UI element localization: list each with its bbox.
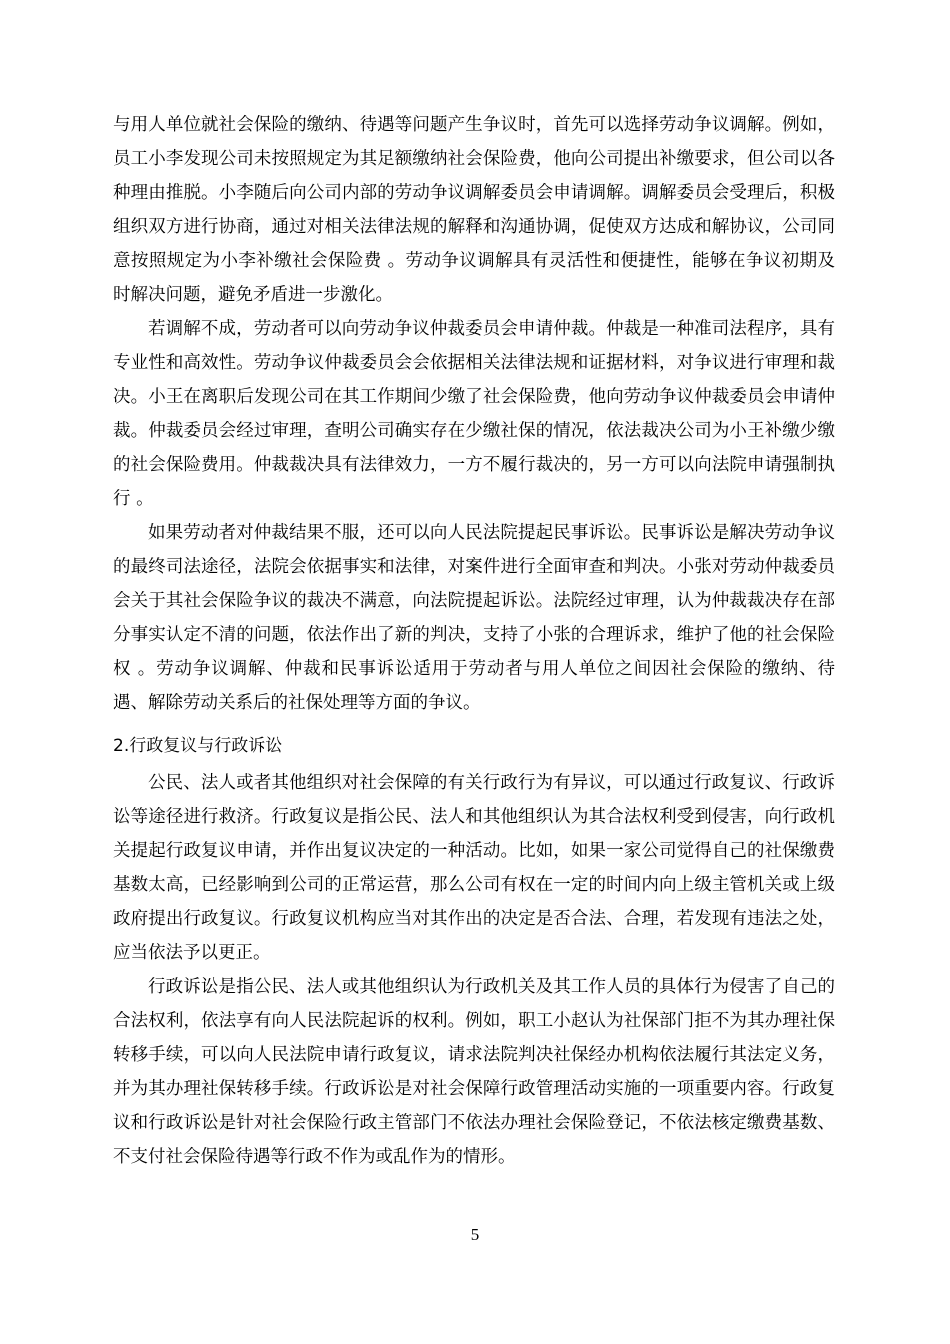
document-body [113, 108, 835, 1174]
section-heading: 2.行政复议与行政诉讼 [113, 736, 283, 756]
body-paragraph: 与用人单位就社会保险的缴纳、待遇等问题产生争议时，首先可以选择劳动争议调解。例如，员工小李发现公司未按照规定为其足额缴纳社会保险费，他向公司提出补缴要求，但公司以各种理由推脱。小李随后向公司内部的劳动争议调解委员会申请调解。调解委员会受理后，积极组织双方进行协商，通过对相关法律法规的解释和沟通协调，促使双方达成和解协议，公司同意按照规定为小李补缴社会保险费 。劳动争议调解具有灵活性和便捷性，能够在争议初期及时解决问题，避免矛盾进一步激化。 [113, 115, 835, 305]
body-paragraph: 若调解不成，劳动者可以向劳动争议仲裁委员会申请仲裁。仲裁是一种准司法程序，具有专业性和高效性。劳动争议仲裁委员会会依据相关法律法规和证据材料，对争议进行审理和裁决。小王在离职后发现公司在其工作期间少缴了社会保险费，他向劳动争议仲裁委员会申请仲裁。仲裁委员会经过审理，查明公司确实存在少缴社保的情况，依法裁决公司为小王补缴少缴的社会保险费用。仲裁裁决具有法律效力，一方不履行裁决的，另一方可以向法院申请强制执行 。 [113, 319, 835, 509]
body-paragraph: 如果劳动者对仲裁结果不服，还可以向人民法院提起民事诉讼。民事诉讼是解决劳动争议的最终司法途径，法院会依据事实和法律，对案件进行全面审查和判决。小张对劳动仲裁委员会关于其社会保险争议的裁决不满意，向法院提起诉讼。法院经过审理，认为仲裁裁决存在部分事实认定不清的问题，依法作出了新的判决，支持了小张的合理诉求，维护了他的社会保险权 。劳动争议调解、仲裁和民事诉讼适用于劳动者与用人单位之间因社会保险的缴纳、待遇、解除劳动关系后的社保处理等方面的争议。 [113, 523, 835, 713]
body-paragraph: 行政诉讼是指公民、法人或其他组织认为行政机关及其工作人员的具体行为侵害了自己的合法权利，依法享有向人民法院起诉的权利。例如，职工小赵认为社保部门拒不为其办理社保转移手续，可以向人民法院申请行政复议，请求法院判决社保经办机构依法履行其法定义务，并为其办理社保转移手续。行政诉讼是对社会保障行政管理活动实施的一项重要内容。行政复议和行政诉讼是针对社会保险行政主管部门不依法办理社会保险登记，不依法核定缴费基数、不支付社会保险待遇等行政不作为或乱作为的情形。 [113, 977, 835, 1167]
body-paragraph: 公民、法人或者其他组织对社会保障的有关行政行为有异议，可以通过行政复议、行政诉讼等途径进行救济。行政复议是指公民、法人和其他组织认为其合法权利受到侵害，向行政机关提起行政复议申请，并作出复议决定的一种活动。比如，如果一家公司觉得自己的社保缴费基数太高，已经影响到公司的正常运营，那么公司有权在一定的时间内向上级主管机关或上级政府提出行政复议。行政复议机构应当对其作出的决定是否合法、合理，若发现有违法之处，应当依法予以更正。 [113, 773, 835, 963]
page-number: 5 [470, 1225, 480, 1244]
